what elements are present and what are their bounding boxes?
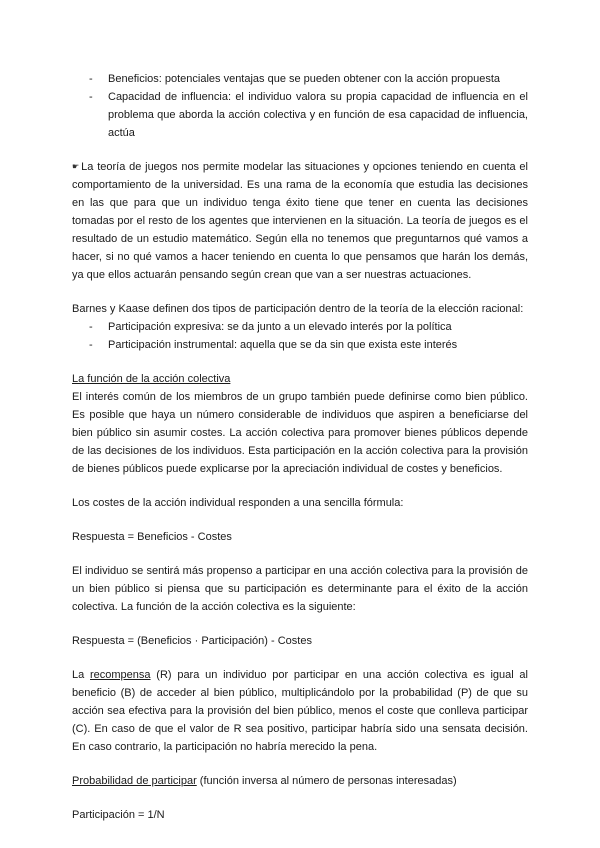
probability-term: Probabilidad de participar bbox=[72, 775, 197, 787]
formula-collective-function: Respuesta = (Beneficios · Participación) - Costes bbox=[72, 635, 312, 647]
participation-types-list bbox=[72, 318, 528, 354]
list-dash: - bbox=[89, 339, 93, 351]
list-item-text: Participación expresiva: se da junto a un elevado interés por la política bbox=[108, 321, 452, 333]
list-item-text: Participación instrumental: aquella que se da sin que exista este interés bbox=[108, 339, 458, 351]
probability-heading bbox=[72, 772, 528, 790]
pointing-hand-icon: ☛ bbox=[72, 162, 80, 171]
list-item bbox=[72, 88, 528, 142]
section-heading: La función de la acción colectiva bbox=[72, 373, 231, 385]
list-dash: - bbox=[89, 321, 93, 333]
games-theory-paragraph bbox=[72, 158, 528, 284]
individual-paragraph: El individuo se sentirá más propenso a participar en una acción colectiva para la provisión de un bien público si piensa que su participación es determinante para el éxito de la acción colectiva. La función de la acción colectiva es la siguiente: bbox=[72, 565, 528, 613]
formula-response: Respuesta = Beneficios - Costes bbox=[72, 531, 232, 543]
reward-pre: La bbox=[72, 669, 90, 681]
reward-term: recompensa bbox=[90, 669, 151, 681]
list-item-text: Beneficios: potenciales ventajas que se pueden obtener con la acción propuesta bbox=[108, 73, 500, 85]
probability-rest: (función inversa al número de personas interesadas) bbox=[196, 775, 457, 787]
list-item-text: Capacidad de influencia: el individuo valora su propia capacidad de influencia en el problema que aborda la acción colectiva y en función de esa capacidad de influencia, actúa bbox=[108, 91, 528, 139]
list-dash: - bbox=[89, 73, 93, 85]
formula-participation: Participación = 1/N bbox=[72, 809, 165, 821]
reward-post: (R) para un individuo por participar en una acción colectiva es igual al beneficio (B) de acceder al bien público, multiplicándolo por la probabilidad (P) de que su acción sea efectiva para la provisión del bien público, menos el coste que conlleva participar (C). En caso de que el valor de R sea positivo, participar habría sido una sensata decisión. En caso contrario, la participación no habría merecido la pena. bbox=[72, 669, 528, 753]
top-list bbox=[72, 70, 528, 142]
games-theory-text: La teoría de juegos nos permite modelar las situaciones y opciones teniendo en cuenta el comportamiento de la universidad. Es una rama de la economía que estudia las decisiones en las que para que un individuo tenga éxito tiene que tener en cuenta las decisiones tomadas por el resto de los agentes que intervienen en la situación. La teoría de juegos es el resultado de un estudio matemático. Según ella no tenemos que preguntarnos qué vamos a hacer, si no qué vamos a hacer teniendo en cuenta lo que pensamos que harán los demás, ya que ellos actuarán pensando según crean que van a ser nuestras actuaciones. bbox=[72, 161, 528, 281]
collective-action-paragraph: El interés común de los miembros de un grupo también puede definirse como bien público. Es posible que haya un número considerable de individuos que aspiren a beneficiarse del bien público sin asumir costes. La acción colectiva para promover bienes públicos depende de las decisiones de los individuos. Esta participación en la acción colectiva para la provisión de bienes públicos puede explicarse por la apreciación individual de costes y beneficios. bbox=[72, 391, 528, 475]
list-dash: - bbox=[89, 91, 93, 103]
reward-paragraph bbox=[72, 666, 528, 756]
costs-intro: Los costes de la acción individual responden a una sencilla fórmula: bbox=[72, 497, 404, 509]
list-item bbox=[72, 318, 528, 336]
list-item bbox=[72, 70, 528, 88]
barnes-intro: Barnes y Kaase definen dos tipos de participación dentro de la teoría de la elección racional: bbox=[72, 303, 524, 315]
list-item bbox=[72, 336, 528, 354]
